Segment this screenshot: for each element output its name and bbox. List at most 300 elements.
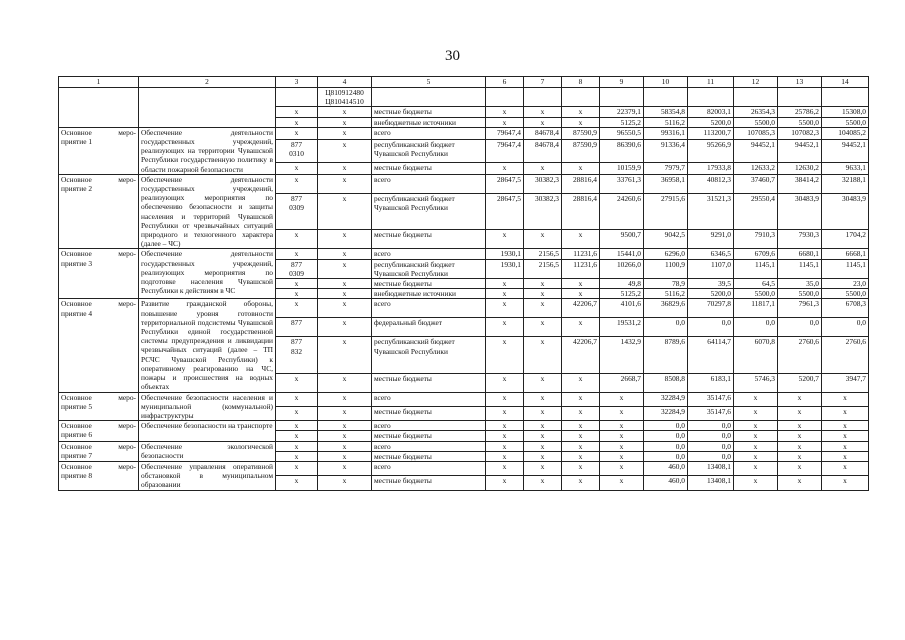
value-cell: 460,0 <box>644 476 688 490</box>
value-cell: 5500,0 <box>734 289 778 299</box>
value-cell: х <box>562 289 600 299</box>
funding-source-cell: республиканский бюджет Чувашской Республики <box>372 139 486 162</box>
measure-label-top <box>61 393 136 402</box>
value-cell: 87590,9 <box>562 127 600 139</box>
value-cell: 84678,4 <box>524 127 562 139</box>
kbk-cell: х <box>318 373 372 392</box>
value-cell: х <box>524 451 562 461</box>
value-cell: х <box>486 107 524 117</box>
value-cell: х <box>778 451 822 461</box>
measure-label-cell <box>59 461 139 490</box>
measure-label-word: меро- <box>118 249 136 259</box>
value-cell: 79647,4 <box>486 139 524 162</box>
value-cell: 32284,9 <box>644 406 688 420</box>
value-cell: 7961,3 <box>778 299 822 318</box>
measure-label-top <box>61 299 136 308</box>
measure-label-word: меро- <box>118 174 136 184</box>
table-row <box>59 174 869 193</box>
value-cell: 0,0 <box>688 451 734 461</box>
col-header: 6 <box>486 77 524 88</box>
value-cell: х <box>562 476 600 490</box>
value-cell: х <box>778 431 822 441</box>
value-cell: 7979,7 <box>644 162 688 174</box>
value-cell: х <box>600 461 644 475</box>
cell <box>822 88 869 107</box>
value-cell: 2156,5 <box>524 249 562 259</box>
value-cell: 107082,3 <box>778 127 822 139</box>
value-cell: 86390,6 <box>600 139 644 162</box>
value-cell: х <box>486 476 524 490</box>
funding-source-cell: местные бюджеты <box>372 279 486 289</box>
measure-label-cell <box>59 421 139 441</box>
funding-source-cell: местные бюджеты <box>372 230 486 249</box>
value-cell: 94452,1 <box>778 139 822 162</box>
value-cell: 5200,0 <box>688 289 734 299</box>
cell <box>139 88 276 128</box>
funding-source-cell: всего <box>372 299 486 318</box>
table-row <box>59 392 869 406</box>
value-cell: 58354,8 <box>644 107 688 117</box>
grbs-code-cell: х <box>276 406 318 420</box>
value-cell: 7910,3 <box>734 230 778 249</box>
funding-source-cell: всего <box>372 461 486 475</box>
value-cell: х <box>600 406 644 420</box>
value-cell: х <box>562 431 600 441</box>
value-cell: х <box>486 373 524 392</box>
kbk-cell: х <box>318 451 372 461</box>
value-cell: х <box>600 476 644 490</box>
value-cell: х <box>486 451 524 461</box>
value-cell: х <box>778 476 822 490</box>
value-cell: 22379,1 <box>600 107 644 117</box>
value-cell: х <box>562 421 600 431</box>
col-header: 8 <box>562 77 600 88</box>
value-cell: 13408,1 <box>688 476 734 490</box>
value-cell: х <box>562 230 600 249</box>
value-cell: х <box>486 279 524 289</box>
value-cell: х <box>822 441 869 451</box>
value-cell: 6708,3 <box>822 299 869 318</box>
value-cell: 13408,1 <box>688 461 734 475</box>
measure-label-word: меро- <box>118 299 136 309</box>
funding-source-cell: местные бюджеты <box>372 451 486 461</box>
value-cell: 25786,2 <box>778 107 822 117</box>
value-cell: 113200,7 <box>688 127 734 139</box>
col-header: 13 <box>778 77 822 88</box>
value-cell: х <box>486 299 524 318</box>
kbk-cell: х <box>318 431 372 441</box>
value-cell: 1704,2 <box>822 230 869 249</box>
value-cell: х <box>734 451 778 461</box>
value-cell: х <box>734 431 778 441</box>
cell <box>778 88 822 107</box>
value-cell: 6709,6 <box>734 249 778 259</box>
cell <box>276 88 318 107</box>
kbk-cell: х <box>318 421 372 431</box>
value-cell: 0,0 <box>688 441 734 451</box>
value-cell: 28647,5 <box>486 193 524 229</box>
value-cell: х <box>822 431 869 441</box>
value-cell: 49,8 <box>600 279 644 289</box>
value-cell: 28816,4 <box>562 174 600 193</box>
kbk-cell: х <box>318 107 372 117</box>
measure-description: Обеспечение деятельности государственных учреждений, реализующих мероприятия по подготовке населения Чувашской Республики к действиям в ЧС <box>139 249 276 299</box>
value-cell: 5116,2 <box>644 117 688 127</box>
value-cell: 8789,6 <box>644 337 688 373</box>
value-cell: 17933,8 <box>688 162 734 174</box>
measure-description: Обеспечение деятельности государственных учреждений, реализующих мероприятия по обеспечению безопасности и защиты населения и территорий Чувашской Республики от чрезвычайных ситуаций природного и техногенного характера (далее – ЧС) <box>139 174 276 249</box>
funding-source-cell: местные бюджеты <box>372 406 486 420</box>
value-cell: х <box>524 107 562 117</box>
value-cell: 5746,3 <box>734 373 778 392</box>
value-cell: х <box>524 406 562 420</box>
value-cell: 0,0 <box>688 318 734 337</box>
value-cell: х <box>524 392 562 406</box>
kbk-cell: х <box>318 230 372 249</box>
measure-label-word: Основное <box>61 461 92 471</box>
kbk-cell: х <box>318 299 372 318</box>
value-cell: 37460,7 <box>734 174 778 193</box>
value-cell: х <box>524 162 562 174</box>
value-cell: х <box>778 392 822 406</box>
value-cell: 26354,3 <box>734 107 778 117</box>
measure-label-word: меро- <box>118 392 136 402</box>
value-cell: 5500,0 <box>778 117 822 127</box>
measure-description: Обеспечение экологической безопасности <box>139 441 276 461</box>
measure-label-cell <box>59 127 139 174</box>
col-header: 1 <box>59 77 139 88</box>
kbk-cell: х <box>318 249 372 259</box>
cell <box>562 88 600 107</box>
measure-label-word: меро- <box>118 441 136 451</box>
value-cell: 6680,1 <box>778 249 822 259</box>
value-cell: х <box>562 451 600 461</box>
value-cell: 12630,2 <box>778 162 822 174</box>
value-cell: х <box>486 289 524 299</box>
cell <box>524 88 562 107</box>
grbs-code-cell: х <box>276 249 318 259</box>
value-cell: 10266,0 <box>600 259 644 278</box>
value-cell: х <box>778 421 822 431</box>
kbk-cell: х <box>318 461 372 475</box>
value-cell: 0,0 <box>644 441 688 451</box>
value-cell: х <box>524 441 562 451</box>
value-cell: 15441,0 <box>600 249 644 259</box>
funding-source-cell: внебюджетные источники <box>372 289 486 299</box>
value-cell: х <box>562 373 600 392</box>
value-cell: 30382,3 <box>524 174 562 193</box>
measure-description: Развитие гражданской обороны, повышение уровня готовности территориальной подсистемы Чувашской Республики единой государственной системы предупреждения и ликвидации чрезвычайных ситуаций (далее – ТП РСЧС Чувашской Республики) к оперативному реагированию на ЧС, пожары и происшествия на водных объектах <box>139 299 276 392</box>
value-cell: 36958,1 <box>644 174 688 193</box>
value-cell: 0,0 <box>778 318 822 337</box>
measure-label-cell <box>59 174 139 249</box>
grbs-code-cell: х <box>276 373 318 392</box>
table-row <box>59 421 869 431</box>
value-cell: х <box>486 337 524 373</box>
value-cell: 15308,0 <box>822 107 869 117</box>
grbs-code-cell: 877 0310 <box>276 139 318 162</box>
value-cell: 32188,1 <box>822 174 869 193</box>
value-cell: х <box>734 421 778 431</box>
kbk-cell: х <box>318 476 372 490</box>
value-cell: х <box>486 441 524 451</box>
measure-label-top <box>61 249 136 258</box>
kbk-cell: х <box>318 259 372 278</box>
value-cell: х <box>778 461 822 475</box>
value-cell: х <box>562 406 600 420</box>
kbk-cell: х <box>318 392 372 406</box>
value-cell: х <box>524 461 562 475</box>
value-cell: 35147,6 <box>688 392 734 406</box>
col-header: 14 <box>822 77 869 88</box>
table-row <box>59 461 869 475</box>
grbs-code-cell: х <box>276 279 318 289</box>
value-cell: х <box>524 421 562 431</box>
value-cell: 1930,1 <box>486 259 524 278</box>
value-cell: 5500,0 <box>734 117 778 127</box>
value-cell: 96550,5 <box>600 127 644 139</box>
measure-description: Обеспечение безопасности на транспорте <box>139 421 276 441</box>
kbk-code: Ц810912480 <box>325 88 364 97</box>
value-cell: 5500,0 <box>822 289 869 299</box>
value-cell: 5125,2 <box>600 117 644 127</box>
col-header: 11 <box>688 77 734 88</box>
grbs-code-cell: х <box>276 431 318 441</box>
grbs-code-cell: х <box>276 421 318 431</box>
cell <box>688 88 734 107</box>
value-cell: х <box>562 441 600 451</box>
grbs-code-cell: х <box>276 451 318 461</box>
value-cell: 4101,6 <box>600 299 644 318</box>
value-cell: х <box>562 318 600 337</box>
value-cell: 39,5 <box>688 279 734 289</box>
table-row <box>59 127 869 139</box>
measure-label-top <box>61 175 136 184</box>
value-cell: 64,5 <box>734 279 778 289</box>
value-cell: 1930,1 <box>486 249 524 259</box>
measure-label-cell <box>59 299 139 392</box>
col-header: 2 <box>139 77 276 88</box>
value-cell: 5116,2 <box>644 289 688 299</box>
value-cell: х <box>524 337 562 373</box>
value-cell: 11817,1 <box>734 299 778 318</box>
value-cell: 0,0 <box>822 318 869 337</box>
value-cell: 9633,1 <box>822 162 869 174</box>
value-cell: х <box>734 476 778 490</box>
value-cell: 64114,7 <box>688 337 734 373</box>
value-cell: х <box>486 421 524 431</box>
kbk-cell: х <box>318 193 372 229</box>
value-cell: 33761,3 <box>600 174 644 193</box>
value-cell: 99316,1 <box>644 127 688 139</box>
value-cell: 24260,6 <box>600 193 644 229</box>
value-cell: х <box>822 392 869 406</box>
grbs-code-cell: х <box>276 441 318 451</box>
value-cell: х <box>734 392 778 406</box>
value-cell: х <box>822 406 869 420</box>
kbk-cell: х <box>318 139 372 162</box>
value-cell: 38414,2 <box>778 174 822 193</box>
grbs-code-cell: х <box>276 174 318 193</box>
value-cell: 460,0 <box>644 461 688 475</box>
value-cell: х <box>562 117 600 127</box>
value-cell: х <box>524 318 562 337</box>
value-cell: х <box>524 289 562 299</box>
funding-source-cell: всего <box>372 421 486 431</box>
value-cell: х <box>562 107 600 117</box>
value-cell: 23,0 <box>822 279 869 289</box>
table-body <box>59 88 869 491</box>
measure-description: Обеспечение безопасности населения и муниципальной (коммунальной) инфраструктуры <box>139 392 276 421</box>
value-cell: 78,9 <box>644 279 688 289</box>
grbs-code-cell: 877 832 <box>276 337 318 373</box>
kbk-cell: х <box>318 337 372 373</box>
cell <box>372 88 486 107</box>
value-cell: 79647,4 <box>486 127 524 139</box>
value-cell: 9042,5 <box>644 230 688 249</box>
header-row <box>59 77 869 88</box>
measure-label-top <box>61 421 136 430</box>
col-header: 4 <box>318 77 372 88</box>
value-cell: 5200,0 <box>688 117 734 127</box>
page-number: 30 <box>445 48 460 64</box>
col-header: 12 <box>734 77 778 88</box>
grbs-code-cell: 877 0309 <box>276 193 318 229</box>
value-cell: х <box>778 441 822 451</box>
measure-description: Обеспечение управления оперативной обстановкой в муниципальном образовании <box>139 461 276 490</box>
measure-label-cell <box>59 249 139 299</box>
funding-source-cell: всего <box>372 127 486 139</box>
table-row <box>59 299 869 318</box>
grbs-code-cell: 877 0309 <box>276 259 318 278</box>
value-cell: 42206,7 <box>562 299 600 318</box>
value-cell: 0,0 <box>644 318 688 337</box>
value-cell: 0,0 <box>688 431 734 441</box>
value-cell: х <box>486 230 524 249</box>
measure-label-word: приятие 7 <box>61 450 93 460</box>
value-cell: х <box>822 461 869 475</box>
value-cell: х <box>524 476 562 490</box>
value-cell: 9291,0 <box>688 230 734 249</box>
value-cell: 19531,2 <box>600 318 644 337</box>
continuation-top-row <box>59 88 869 107</box>
value-cell: 1145,1 <box>734 259 778 278</box>
measure-label-word: приятие 2 <box>61 184 93 194</box>
grbs-code-cell: х <box>276 392 318 406</box>
measure-label-word: приятие 5 <box>61 401 93 411</box>
value-cell: 6070,8 <box>734 337 778 373</box>
funding-source-cell: местные бюджеты <box>372 373 486 392</box>
value-cell: х <box>822 476 869 490</box>
value-cell: х <box>486 117 524 127</box>
value-cell: х <box>600 451 644 461</box>
value-cell: 5500,0 <box>778 289 822 299</box>
value-cell: х <box>778 406 822 420</box>
value-cell: х <box>486 406 524 420</box>
measure-label-word: меро- <box>118 461 136 471</box>
grbs-code-cell: х <box>276 476 318 490</box>
measure-label-word: приятие 1 <box>61 137 93 147</box>
value-cell: х <box>562 392 600 406</box>
measure-label-word: меро- <box>118 421 136 431</box>
measure-label-top <box>61 442 136 451</box>
value-cell: х <box>524 373 562 392</box>
value-cell: х <box>734 441 778 451</box>
col-header: 9 <box>600 77 644 88</box>
measure-label-word: Основное <box>61 127 92 137</box>
value-cell: 5125,2 <box>600 289 644 299</box>
funding-source-cell: всего <box>372 174 486 193</box>
kbk-cell: х <box>318 289 372 299</box>
value-cell: х <box>486 431 524 441</box>
value-cell: 10159,9 <box>600 162 644 174</box>
value-cell: х <box>486 318 524 337</box>
value-cell: 5500,0 <box>822 117 869 127</box>
value-cell: 107085,3 <box>734 127 778 139</box>
value-cell: 11231,6 <box>562 259 600 278</box>
measure-label-word: приятие 4 <box>61 308 93 318</box>
table-row <box>59 249 869 259</box>
value-cell: 0,0 <box>644 451 688 461</box>
kbk-code: Ц810414510 <box>325 97 364 107</box>
value-cell: 6346,5 <box>688 249 734 259</box>
value-cell: 82003,1 <box>688 107 734 117</box>
grbs-code-cell: х <box>276 289 318 299</box>
value-cell: 9500,7 <box>600 230 644 249</box>
value-cell: 2668,7 <box>600 373 644 392</box>
measure-label-word: меро- <box>118 127 136 137</box>
value-cell: 2156,5 <box>524 259 562 278</box>
value-cell: 2760,6 <box>778 337 822 373</box>
measure-label-word: приятие 6 <box>61 430 93 440</box>
measure-label-top <box>61 128 136 137</box>
value-cell: х <box>562 461 600 475</box>
cell <box>644 88 688 107</box>
value-cell: 6183,1 <box>688 373 734 392</box>
measure-label-top <box>61 462 136 471</box>
value-cell: 11231,6 <box>562 249 600 259</box>
measure-label-word: Основное <box>61 421 92 431</box>
grbs-code-cell: х <box>276 117 318 127</box>
kbk-cell: х <box>318 318 372 337</box>
grbs-code-cell: х <box>276 162 318 174</box>
value-cell: 87590,9 <box>562 139 600 162</box>
value-cell: х <box>562 162 600 174</box>
value-cell: 1100,9 <box>644 259 688 278</box>
value-cell: х <box>600 441 644 451</box>
grbs-code-cell: х <box>276 107 318 117</box>
value-cell: 7930,3 <box>778 230 822 249</box>
value-cell: 0,0 <box>644 431 688 441</box>
value-cell: 91336,4 <box>644 139 688 162</box>
value-cell: 42206,7 <box>562 337 600 373</box>
value-cell: х <box>486 461 524 475</box>
funding-source-cell: федеральный бюджет <box>372 318 486 337</box>
col-header: 3 <box>276 77 318 88</box>
value-cell: 40812,3 <box>688 174 734 193</box>
value-cell: 8508,8 <box>644 373 688 392</box>
value-cell: х <box>524 117 562 127</box>
value-cell: 2760,6 <box>822 337 869 373</box>
value-cell: 94452,1 <box>822 139 869 162</box>
value-cell: 104085,2 <box>822 127 869 139</box>
grbs-code-cell: 877 <box>276 318 318 337</box>
grbs-code-cell: х <box>276 461 318 475</box>
value-cell: 84678,4 <box>524 139 562 162</box>
col-header: 7 <box>524 77 562 88</box>
value-cell: х <box>524 230 562 249</box>
value-cell: 35147,6 <box>688 406 734 420</box>
